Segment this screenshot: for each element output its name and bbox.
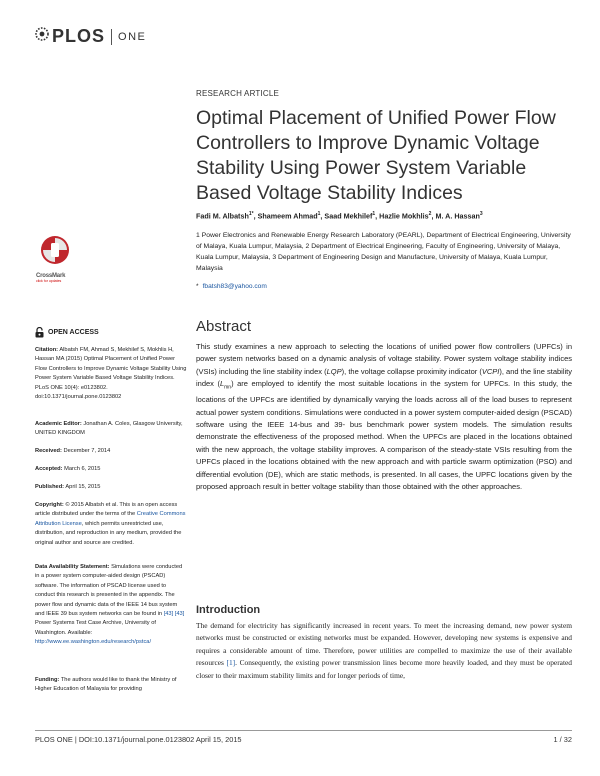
intro-part: . Consequently, the existing power transmission lines become more heavily loaded, and they must be operated closer to their maximum stability limits and for longer periods of time, [196,658,572,680]
editor-text: Jonathan A. Coles, Glasgow University, UNITED KINGDOM [35,421,183,437]
author-sup: 2 [428,211,432,217]
article-title: Optimal Placement of Unified Power Flow Controllers to Improve Dynamic Voltage Stability Using Power System Variable Based Voltage Stability Indices [196,107,556,204]
intro-part: The demand for electricity has significantly increased in recent years. To meet the increasing demand, new power system networks must be constructed or existing networks must be expanded. However, developing new systems is expensive and requires a considerable amount of time. Therefore, power utilities are compelled to maximize the use of their available resources [196,621,572,668]
author-name: Hazlie Mokhlis [379,211,429,221]
citation-label: Citation: [35,347,59,353]
introduction-text [196,620,572,682]
copyright-block [35,501,187,548]
author-sup: 1* [248,211,254,217]
reference-link[interactable]: [43] [163,611,174,618]
abstract-heading: Abstract [196,318,252,335]
open-access-badge [35,327,185,338]
author-name: Shameem Ahmad [257,211,318,221]
footer-divider [35,730,572,731]
logo-divider [111,29,112,45]
email-link[interactable]: fbatsh83@yahoo.com [202,283,267,290]
citation-text: Albatsh FM, Ahmad S, Mekhilef S, Mokhlis H, Hassan MA (2015) Optimal Placement of Unified Power Flow Controllers to Improve Dynamic Voltage Stability Using Power System Variable Based Voltage Stability Indices. PLoS ONE 10(4): e0123802. doi:10.1371/journal.pone.0123802 [35,347,187,401]
license-link[interactable]: Creative Commons Attribution License [35,511,186,527]
author-sup: 1 [317,211,321,217]
abstract-part: ), the voltage collapse proximity indicator ( [341,366,482,376]
crossmark-sub: click for updates [36,279,62,283]
editor-block [35,420,187,439]
abstract-part: ), and the line stability index ( [196,366,572,389]
affiliations: 1 Power Electronics and Renewable Energy Research Laboratory (PEARL), Department of Electrical Engineering, University of Malaya, Kuala Lumpur, Malaysia, 2 Department of Electrical Engineering, Faculty of Engineering, University of Malaya, Kuala Lumpur, Malaysia, 3 Department of Engineering Design and Manufacture, University of Malaya, Kuala Lumpur, Malaysia [196,232,571,272]
page-number: 1 / 32 [553,735,572,744]
abstract-part: ) are employed to identify the most suitable locations in the system for UPFCs. In this study, the locations of the UPFCs are identified by dynamically varying the loads across all of the load buses to represent actual power system conditions. Simulations were conducted in a power system computer-aided design (PSCAD) software using the IEEE 14-bus and 39- bus benchmark power system models. The simulation results demonstrate the effectiveness of the proposed method. When the UPFCs are placed in the locations obtained with the new approach, the voltage stability improves. A comparison of the steady-state VSIs resulting from the UPFCs placed in the locations obtained with the new approach and with particle swarm optimization (PSO) and differential evolution (DE), which are static methods, is presented. In all cases, the UPFC locations given by the proposed approach result in better voltage stability than those obtained with the other approaches. [196,379,573,491]
received-block [35,447,187,456]
open-lock-icon [35,327,44,338]
email-marker: * [196,283,199,290]
author-list: Fadi M. Albatsh$^{1*}$, Shameem Ahmad$^1$, Saad Mekhilef$^1$, Hazlie Mokhlis$^2$, M. A. Hassan$^3$ [196,211,483,221]
open-access-label: OPEN ACCESS [48,328,99,336]
published-label: Published: [35,484,65,490]
published-date: April 15, 2015 [65,484,101,490]
reference-link[interactable]: [1] [226,658,236,668]
data-availability-block [35,563,187,648]
abstract-lqp: LQP [326,366,342,376]
article-type: RESEARCH ARTICLE [196,89,280,98]
copyright-text: , which permits unrestricted use, distribution, and reproduction in any medium, provided the original author and source are credited. [35,520,182,546]
received-date: December 7, 2014 [63,448,111,454]
crossmark-label: CrossMark [36,273,66,279]
author-sup: 3 [479,211,483,217]
funding-text: The authors would like to thank the Ministry of Higher Education of Malaysia for providing [35,677,177,693]
corresponding-email [196,283,572,290]
abstract-lmn-sub: mn [224,384,232,391]
introduction-heading: Introduction [196,604,261,616]
data-availability-text: Simulations were conducted in a power system computer-aided design (PSCAD) software. The information of PSCAD license used to conduct this research is presented in the appendix. The power flow and dynamic data of the IEEE 14 bus system and IEEE 39 bus system networks can be found in [35,564,183,618]
reference-link[interactable]: [43] [174,611,185,618]
data-availability-label: Data Availability Statement: [35,564,110,570]
author-sup: 1 [372,211,376,217]
editor-label: Academic Editor: [35,421,82,427]
copyright-label: Copyright: [35,502,64,508]
funding-block [35,676,187,695]
received-label: Received: [35,448,62,454]
author-name: M. A. Hassan [435,211,480,221]
data-availability-text: Power Systems Test Case Archive, University of Washington. Available: [35,620,156,636]
plos-one-logo[interactable] [34,26,146,47]
plos-dots-icon [34,26,50,47]
abstract-vcpi: VCPI [481,366,500,376]
abstract-lmn: L [219,379,225,389]
crossmark-badge[interactable] [36,234,76,283]
footer-citation: PLOS ONE | DOI:10.1371/journal.pone.0123802 April 15, 2015 [35,735,242,744]
accepted-block [35,465,187,474]
data-url-link[interactable]: http://www.ee.washington.edu/research/pstca/ [35,639,152,646]
published-block [35,483,187,492]
author-name: Fadi M. Albatsh [196,211,249,221]
citation-block [35,346,187,402]
accepted-label: Accepted: [35,466,63,472]
copyright-text: © 2015 Albatsh et al. This is an open access article distributed under the terms of the [35,502,178,518]
journal-name: ONE [118,30,147,43]
abstract-part: This study examines a new approach to selecting the locations of unified power flow controllers (UPFCs) in power system networks based on a dynamic analysis of voltage stability. Power system voltage stability indices (VSIs) including the line stability index ( [196,342,572,376]
author-name: Saad Mekhilef [324,211,373,221]
accepted-date: March 6, 2015 [64,466,101,472]
abstract-text [196,341,572,493]
plos-wordmark: PLOS [52,26,106,46]
crossmark-icon [36,234,74,266]
funding-label: Funding: [35,677,60,683]
